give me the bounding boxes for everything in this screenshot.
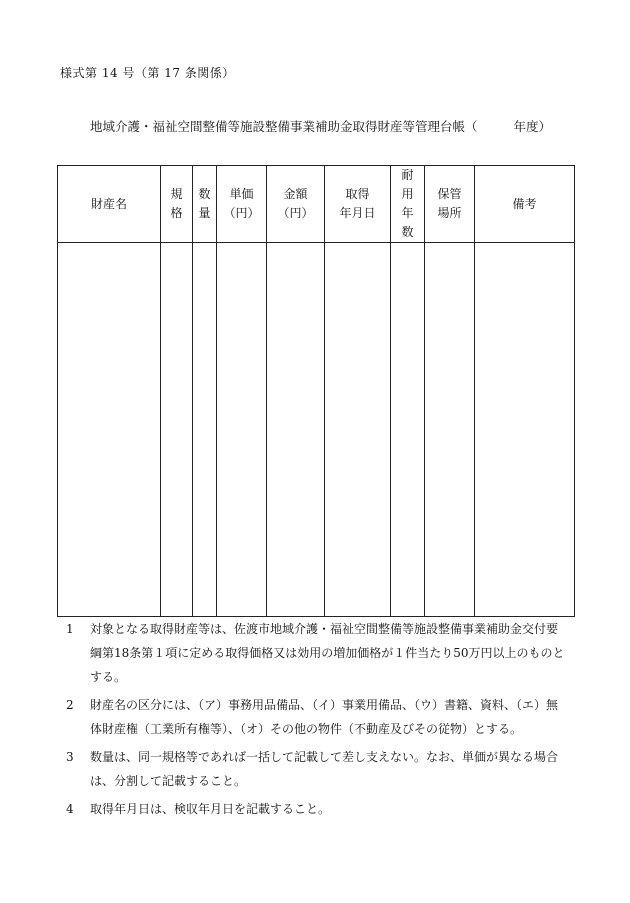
note-number: 3 (66, 750, 74, 764)
table-body-row (58, 243, 575, 617)
cell-storage-location[interactable] (425, 243, 475, 617)
table-header-row (58, 166, 575, 243)
note-text: 取得年月日は、検収年月日を記載すること。 (90, 802, 331, 816)
col-header-unit-price: 単価 （円） (217, 166, 267, 243)
note-text: 財産名の区分には、（ア）事務用品備品、（イ）事業用備品、（ウ）書籍、資料、（エ）無体財産権（工業所有権等）、（オ）その他の物件（不動産及びその従物）とする。 (90, 698, 559, 736)
form-number: 様式第 14 号（第 17 条関係） (60, 66, 235, 80)
cell-amount[interactable] (267, 243, 325, 617)
note-text: 対象となる取得財産等は、佐渡市地域介護・福祉空間整備等施設整備事業補助金交付要綱第18条第１項に定める取得価格又は効用の増加価格が１件当たり50万円以上のものとする。 (90, 622, 565, 684)
cell-remarks[interactable] (475, 243, 575, 617)
col-header-acquisition-date: 取得 年月日 (325, 166, 391, 243)
col-header-useful-life: 耐 用 年 数 (391, 166, 425, 243)
note-number: 1 (66, 622, 74, 636)
note-item (66, 617, 566, 689)
col-header-spec: 規 格 (161, 166, 193, 243)
col-header-remarks: 備考 (475, 166, 575, 243)
cell-acquisition-date[interactable] (325, 243, 391, 617)
note-text: 数量は、同一規格等であれば一括して記載して差し支えない。なお、単価が異なる場合は、分割して記載すること。 (90, 750, 559, 788)
notes-list (66, 617, 566, 825)
col-header-storage-location: 保管 場所 (425, 166, 475, 243)
note-item (66, 693, 566, 741)
col-header-amount: 金額 （円） (267, 166, 325, 243)
cell-quantity[interactable] (193, 243, 217, 617)
note-item (66, 797, 566, 821)
document-title (90, 117, 551, 135)
col-header-property-name: 財産名 (58, 166, 161, 243)
fiscal-year-suffix: 年度） (513, 119, 552, 134)
cell-useful-life[interactable] (391, 243, 425, 617)
note-number: 2 (66, 698, 74, 712)
cell-spec[interactable] (161, 243, 193, 617)
note-number: 4 (66, 802, 74, 816)
col-header-quantity: 数 量 (193, 166, 217, 243)
note-item (66, 745, 566, 793)
title-text: 地域介護・福祉空間整備等施設整備事業補助金取得財産等管理台帳（ (90, 119, 478, 134)
property-ledger-table (57, 165, 575, 617)
cell-property-name[interactable] (58, 243, 161, 617)
cell-unit-price[interactable] (217, 243, 267, 617)
